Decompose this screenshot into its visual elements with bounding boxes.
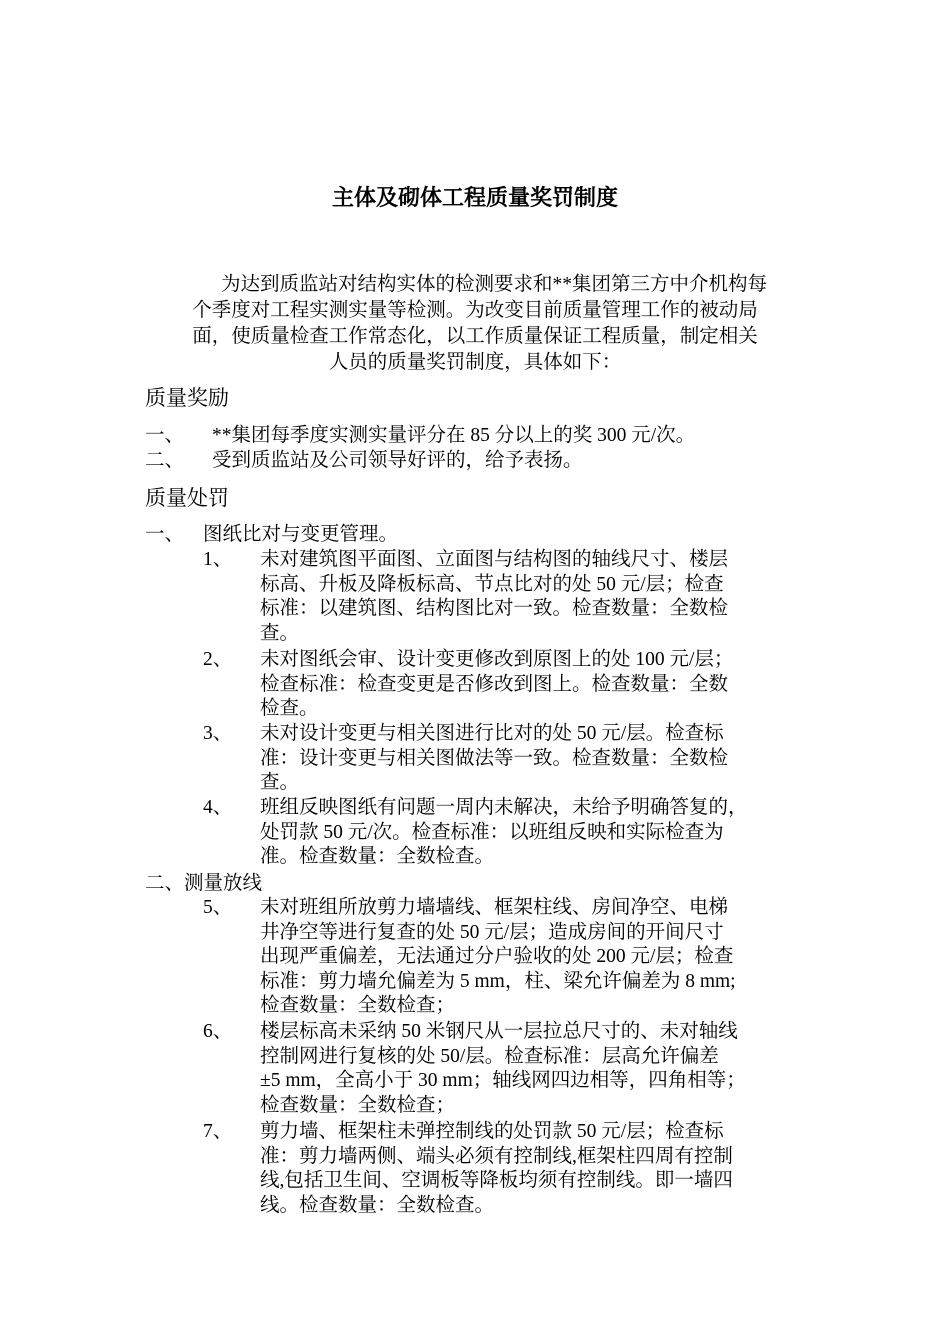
item-number: 6、 — [203, 1021, 233, 1042]
item-line: 检查标准：检查变更是否修改到图上。检查数量：全数 — [260, 673, 729, 695]
reward-item-number: 一、 — [145, 425, 185, 446]
item-line: 准：设计变更与相关图做法等一致。检查数量：全数检 — [260, 747, 729, 769]
item-line: 准。检查数量：全数检查。 — [260, 846, 495, 867]
item-line: 线。检查数量：全数检查。 — [260, 1194, 495, 1216]
item-line: 班组反映图纸有问题一周内未解决，未给予明确答复的， — [260, 797, 748, 818]
section-text: 图纸比对与变更管理。 — [203, 524, 399, 545]
item-line: 准：剪力墙两侧、端头必须有控制线,框架柱四周有控制 — [260, 1145, 733, 1167]
penalty-item — [203, 1120, 813, 1218]
item-line: 检查数量：全数检查； — [260, 995, 456, 1016]
item-line: 标准：剪力墙允偏差为 5 mm，柱、梁允许偏差为 8 mm; — [260, 970, 736, 992]
item-text — [260, 548, 816, 646]
item-number: 5、 — [203, 897, 233, 918]
item-number: 2、 — [203, 649, 233, 670]
item-number: 3、 — [203, 723, 233, 744]
item-line: 未对设计变更与相关图进行比对的处 50 元/层。检查标 — [260, 723, 724, 744]
item-text — [260, 896, 816, 1019]
item-number: 7、 — [203, 1121, 233, 1142]
item-line: 井净空等进行复查的处 50 元/层；造成房间的开间尺寸 — [260, 921, 724, 943]
item-line: 检查。 — [260, 698, 319, 719]
penalty-item — [203, 648, 813, 722]
item-line: 处罚款 50 元/次。检查标准：以班组反映和实际检查为 — [260, 821, 724, 843]
item-number: 4、 — [203, 797, 233, 818]
intro-line: 面，使质量检查工作常态化，以工作质量保证工程质量，制定相关 — [192, 326, 758, 347]
page-title: 主体及砌体工程质量奖罚制度 — [331, 186, 618, 211]
reward-heading: 质量奖励 — [145, 386, 229, 410]
penalty-item — [203, 796, 813, 870]
reward-item-number: 二、 — [145, 450, 185, 471]
intro-line: 为达到质监站对结构实体的检测要求和**集团第三方中介机构每 — [220, 274, 767, 295]
item-text — [260, 648, 816, 722]
reward-item-text: 受到质监站及公司领导好评的，给予表扬。 — [212, 450, 583, 471]
item-line: 检查数量：全数检查； — [260, 1094, 456, 1116]
item-line: 楼层标高未采纳 50 米钢尺从一层拉总尺寸的、未对轴线 — [260, 1021, 738, 1042]
item-line: 标高、升板及降板标高、节点比对的处 50 元/层；检查 — [260, 573, 724, 595]
penalty-item — [203, 1020, 813, 1118]
penalty-item — [203, 548, 813, 646]
penalty-heading: 质量处罚 — [145, 486, 229, 510]
item-line: 标准：以建筑图、结构图比对一致。检查数量：全数检 — [260, 598, 729, 619]
item-line: 剪力墙、框架柱未弹控制线的处罚款 50 元/层；检查标 — [260, 1121, 724, 1142]
item-text — [260, 722, 816, 796]
reward-item-text: **集团每季度实测实量评分在 85 分以上的奖 300 元/次。 — [212, 425, 696, 446]
section-number: 一、 — [145, 524, 185, 545]
item-line: 线,包括卫生间、空调板等降板均须有控制线。即一墙四 — [260, 1170, 733, 1191]
intro-line: 人员的质量奖罚制度，具体如下： — [328, 352, 622, 373]
penalty-section-title: 二、测量放线 — [145, 873, 263, 894]
item-text — [260, 796, 816, 870]
penalty-item — [203, 896, 813, 1019]
intro-paragraph — [140, 272, 810, 376]
item-line: 出现严重偏差，无法通过分户验收的处 200 元/层；检查 — [260, 946, 734, 967]
item-line: 未对图纸会审、设计变更修改到原图上的处 100 元/层； — [260, 649, 734, 670]
item-text — [260, 1120, 816, 1218]
item-line: 未对班组所放剪力墙墙线、框架柱线、房间净空、电梯 — [260, 897, 729, 918]
item-line: 查。 — [260, 772, 300, 793]
item-line: 未对建筑图平面图、立面图与结构图的轴线尺寸、楼层 — [260, 549, 729, 570]
item-line: 查。 — [260, 622, 300, 644]
penalty-item — [203, 722, 813, 796]
item-text — [260, 1020, 816, 1118]
item-number: 1、 — [203, 549, 233, 570]
item-line: ±5 mm，全高小于 30 mm；轴线网四边相等，四角相等； — [260, 1070, 746, 1091]
intro-line: 个季度对工程实测实量等检测。为改变目前质量管理工作的被动局 — [192, 300, 758, 321]
item-line: 控制网进行复核的处 50/层。检查标准：层高允许偏差 — [260, 1045, 719, 1067]
